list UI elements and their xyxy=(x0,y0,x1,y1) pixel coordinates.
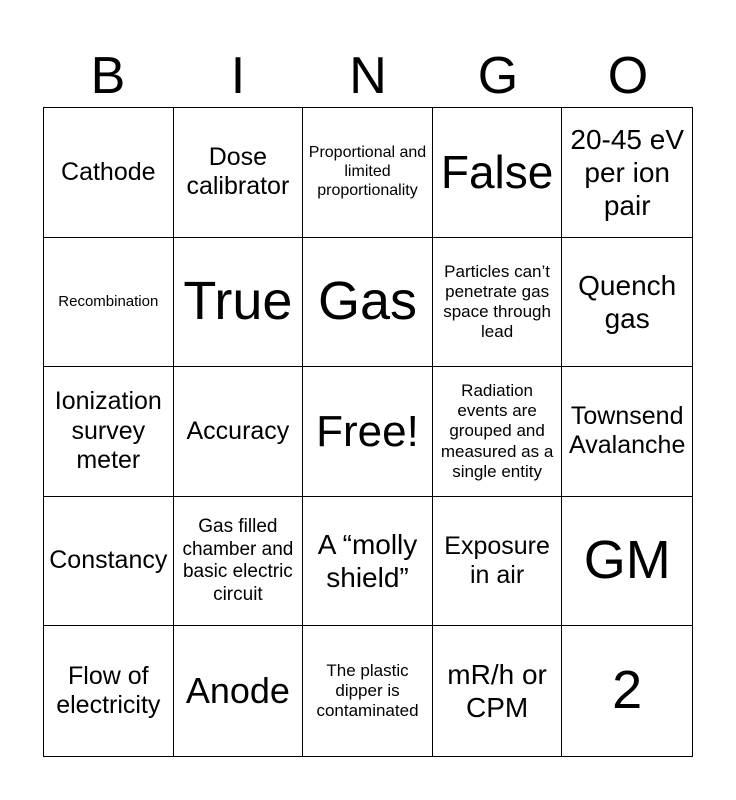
header-letter-b: B xyxy=(90,47,126,105)
bingo-cell-5-4[interactable]: mR/h or CPM xyxy=(433,626,563,756)
header-letter-i: I xyxy=(230,47,246,105)
bingo-header xyxy=(43,44,693,108)
bingo-cell-3-4[interactable]: Radiation events are grouped and measured as a single entity xyxy=(433,367,563,497)
header-letter-o: O xyxy=(607,47,649,105)
bingo-cell-2-2[interactable]: True xyxy=(174,238,304,368)
bingo-board xyxy=(43,107,693,757)
bingo-cell-2-4[interactable]: Particles can’t penetrate gas space through lead xyxy=(433,238,563,368)
bingo-cell-3-5[interactable]: Townsend Avalanche xyxy=(562,367,692,497)
bingo-cell-3-2[interactable]: Accuracy xyxy=(174,367,304,497)
bingo-cell-1-5[interactable]: 20-45 eV per ion pair xyxy=(562,108,692,238)
bingo-cell-5-5[interactable]: 2 xyxy=(612,660,643,721)
bingo-cell-5-2[interactable]: Anode xyxy=(174,626,304,756)
bingo-cell-5-3[interactable]: The plastic dipper is contaminated xyxy=(303,626,433,756)
bingo-cell-4-2[interactable]: Gas filled chamber and basic electric circuit xyxy=(174,497,304,627)
bingo-cell-4-3[interactable]: A “molly shield” xyxy=(303,497,433,627)
bingo-cell-1-4[interactable]: False xyxy=(433,108,563,238)
bingo-cell-3-1[interactable]: Ionization survey meter xyxy=(44,367,174,497)
bingo-cell-2-5[interactable]: Quench gas xyxy=(562,238,692,368)
header-letter-n: N xyxy=(349,47,387,105)
bingo-cell-4-4[interactable]: Exposure in air xyxy=(433,497,563,627)
bingo-cell-4-1[interactable]: Constancy xyxy=(44,497,174,627)
bingo-cell-1-1[interactable]: Cathode xyxy=(44,108,174,238)
bingo-cell-5-1[interactable]: Flow of electricity xyxy=(44,626,174,756)
bingo-cell-1-3[interactable]: Proportional and limited proportionality xyxy=(303,108,433,238)
bingo-cell-2-3[interactable]: Gas xyxy=(303,238,433,368)
header-letter-g: G xyxy=(477,47,519,105)
bingo-cell-3-3-free-space[interactable]: Free! xyxy=(303,367,433,497)
bingo-cell-4-5[interactable]: GM xyxy=(562,497,692,627)
bingo-cell-2-1[interactable]: Recombination xyxy=(44,238,174,368)
bingo-cell-1-2[interactable]: Dose calibrator xyxy=(174,108,304,238)
